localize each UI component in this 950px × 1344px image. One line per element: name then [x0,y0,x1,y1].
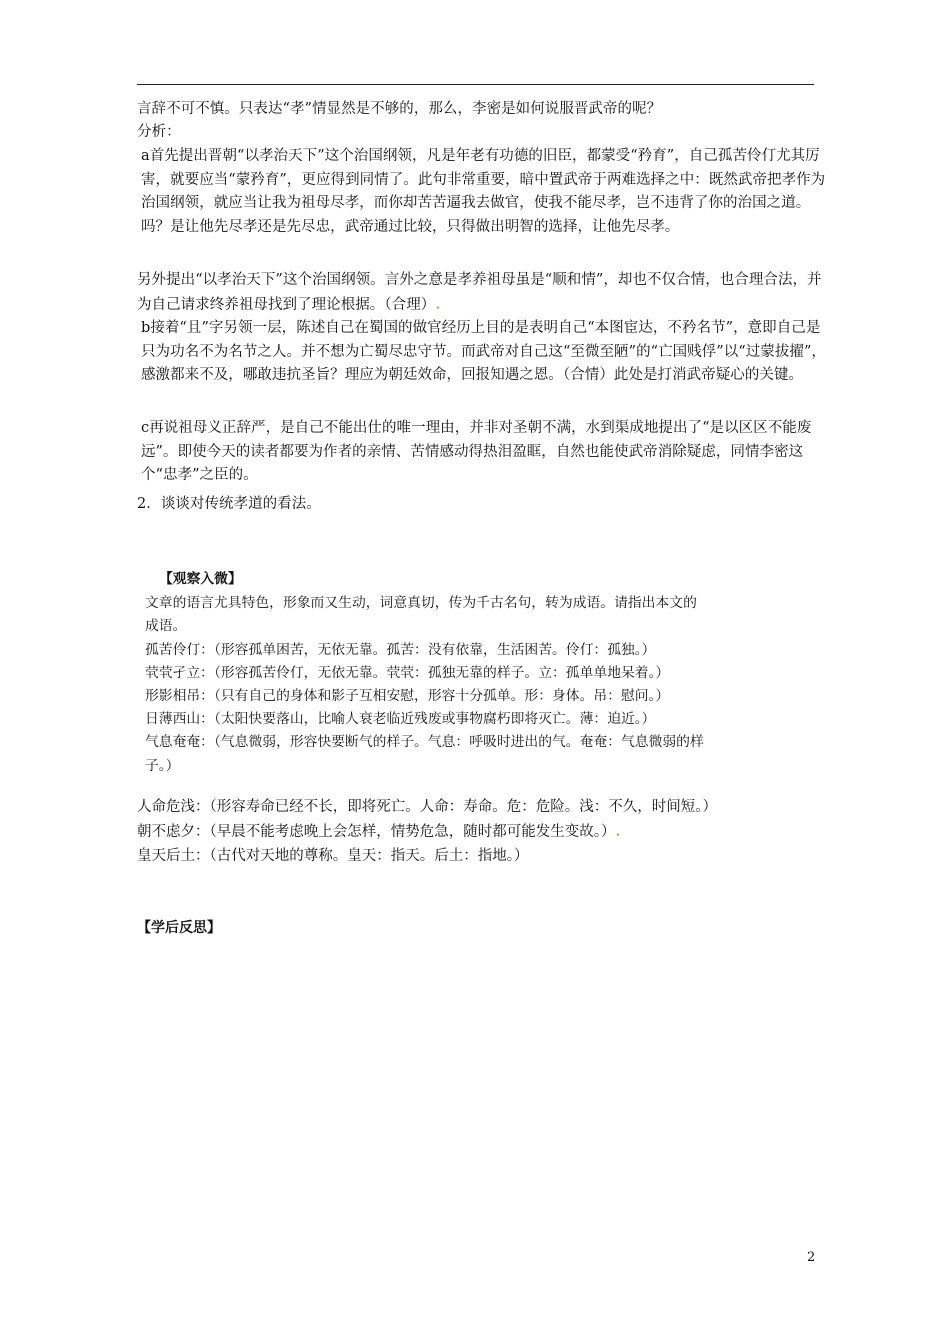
reflection-heading: 【学后反思】 [137,920,221,936]
idiom-item: 人命危浅：（形容寿命已经不长，即将死亡。人命：寿命。危：危险。浅：不久，时间短。） [137,799,717,815]
page-number: 2 [807,1250,816,1265]
mark-dot: . [435,295,441,313]
analysis-point-c: c再说祖母义正辞严，是自己不能出仕的唯一理由，并非对圣朝不满，水到渠成地提出了“是以区区不能废远”。即使今天的读者都要为作者的亲情、苦情感动得热泪盈眶，自然也能使武帝消除疑虑，同情李密这个“忠孝”之臣的。 [141,420,812,484]
analysis-point-a-text: a首先提出晋朝“以孝治天下”这个治国纲领，凡是年老有功德的旧臣，都蒙受“矜育”，自己孤苦伶仃尤其厉害，就要应当“蒙矜育”，更应得到同情了。此句非常重要，暗中置武帝于两难选择之中：既然武帝把孝作为治国纲领，就应当让我为祖母尽孝，而你却苦苦逼我去做官，使我不能尽孝，岂不违背了你的治国之道。吗？是让他先尽孝还是先尽忠，武帝通过比较，只得做出明智的选择，让他先尽孝。 [141,148,826,235]
observe-heading: 【观察入微】 [159,571,242,587]
observe-section [145,568,785,778]
analysis-point-a-extra-text: 另外提出“以孝治天下”这个治国纲领。言外之意是孝养祖母虽是“顺和情”，却也不仅合情，也合理合法，并为自己请求终养祖母找到了理论根据。（合理） [137,272,822,313]
analysis-label: 分析： [137,124,181,140]
observe-line: 形影相吊：（只有自己的身体和影子互相安慰，形容十分孤单。形：身体。吊：慰问。） [145,688,670,705]
observe-line: 孤苦伶仃：（形容孤单困苦，无依无靠。孤苦：没有依靠，生活困苦。伶仃：孤独。） [145,641,656,658]
observe-line: 气息奄奄：（气息微弱，形容快要断气的样子。气息：呼吸时进出的气。奄奄：气息微弱的样 [145,734,704,751]
question-2: 2．谈谈对传统孝道的看法。 [137,496,321,512]
observe-line: 文章的语言尤具特色，形象而又生动，词意真切，传为千古名句，转为成语。请指出本文的 [145,595,697,612]
observe-line: 成语。 [145,618,187,635]
analysis-point-a [141,145,831,239]
idiom-item: 皇天后土：（古代对天地的尊称。皇天：指天。后土：指地。） [137,848,529,864]
observe-line: 茕茕孑立：（形容孤苦伶仃，无依无靠。茕茕：孤独无靠的样子。立：孤单单地呆着。） [145,664,670,681]
observe-line: 日薄西山：（太阳快要落山，比喻人衰老临近残废或事物腐朽即将灭亡。薄：迫近。） [145,711,656,728]
analysis-point-a-extra [137,269,827,317]
observe-line: 子。） [145,757,180,774]
analysis-intro: 言辞不可不慎。只表达“孝”情显然是不够的，那么，李密是如何说服晋武帝的呢？ [137,101,662,117]
analysis-point-b: b接着“且”字另领一层，陈述自己在蜀国的做官经历上目的是表明自己“本图宦达，不矜名节”，意即自己是只为功名不为名节之人。并不想为亡蜀尽忠守节。而武帝对自己这“至微至陋”的“亡国贱俘”以“过蒙拔擢”，感激都来不及，哪敢违抗圣旨？理应为朝廷效命，回报知遇之恩。（合情）此处是打消武帝疑心的关键。 [141,320,826,384]
idiom-item [137,820,827,845]
mark-dot: . [615,822,621,840]
idiom-item-text: 朝不虑夕：（早晨不能考虑晚上会怎样，情势危急，随时都可能发生变故。） [137,823,616,840]
idiom-list [137,795,827,869]
header-rule [137,84,814,85]
